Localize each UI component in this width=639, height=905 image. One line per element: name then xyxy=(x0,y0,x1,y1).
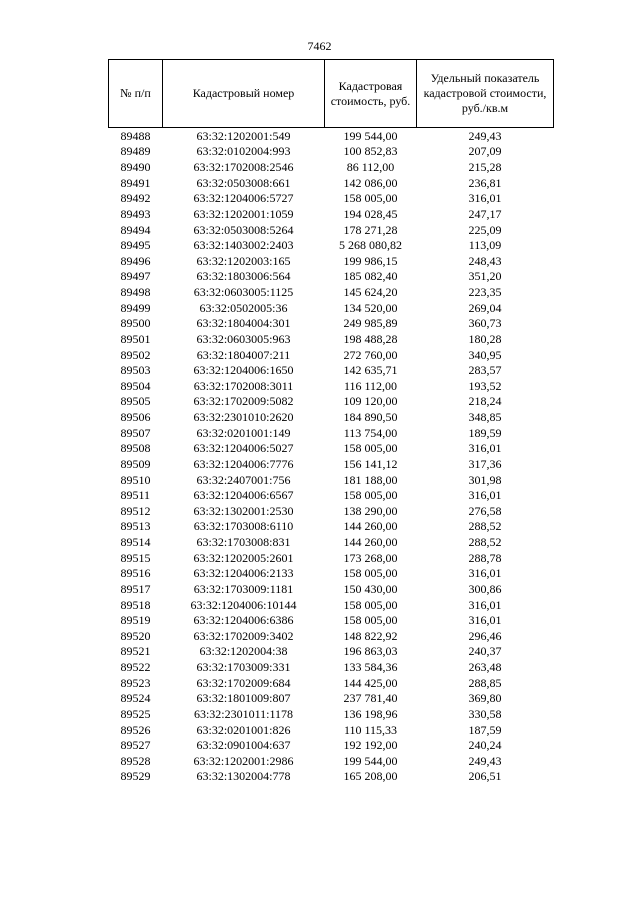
row-number: 89509 xyxy=(120,456,151,471)
row-number: 89515 xyxy=(120,550,151,565)
specific-indicator: 288,52 xyxy=(468,535,502,550)
specific-indicator: 348,85 xyxy=(468,410,502,425)
table-row xyxy=(109,175,554,191)
cadastral-value: 144 260,00 xyxy=(343,519,398,534)
row-number: 89490 xyxy=(120,160,151,175)
row-number: 89526 xyxy=(120,722,151,737)
table-row xyxy=(109,597,554,613)
row-number: 89518 xyxy=(120,597,151,612)
row-number: 89521 xyxy=(120,644,151,659)
specific-indicator: 236,81 xyxy=(468,175,502,190)
table-row xyxy=(109,347,554,363)
cadastral-number: 63:32:0603005:963 xyxy=(196,331,291,346)
cadastral-number: 63:32:0603005:1125 xyxy=(193,285,294,300)
cadastral-value: 158 005,00 xyxy=(343,566,398,581)
cadastral-number: 63:32:1703009:331 xyxy=(196,660,291,675)
cadastral-value: 184 890,50 xyxy=(343,410,398,425)
specific-indicator: 301,98 xyxy=(468,472,502,487)
specific-indicator: 189,59 xyxy=(468,425,502,440)
cadastral-value: 249 985,89 xyxy=(343,316,398,331)
cadastral-value: 173 268,00 xyxy=(343,550,398,565)
specific-indicator: 316,01 xyxy=(468,191,502,206)
table-row xyxy=(109,753,554,769)
row-number: 89510 xyxy=(120,472,151,487)
cadastral-value: 150 430,00 xyxy=(343,581,398,596)
row-number: 89497 xyxy=(120,269,151,284)
cadastral-number: 63:32:1702008:2546 xyxy=(193,160,294,175)
specific-indicator: 288,52 xyxy=(468,519,502,534)
row-number: 89504 xyxy=(120,378,151,393)
row-number: 89503 xyxy=(120,363,151,378)
specific-indicator: 369,80 xyxy=(468,691,502,706)
cadastral-value: 136 198,96 xyxy=(343,706,398,721)
row-number: 89499 xyxy=(120,300,151,315)
specific-indicator: 340,95 xyxy=(468,347,502,362)
table-row xyxy=(109,237,554,253)
row-number: 89494 xyxy=(120,222,151,237)
cadastral-value: 133 584,36 xyxy=(343,660,398,675)
cadastral-number: 63:32:1204006:1650 xyxy=(193,363,294,378)
cadastral-number: 63:32:1804004:301 xyxy=(196,316,291,331)
specific-indicator: 249,43 xyxy=(417,128,554,144)
row-number: 89508 xyxy=(120,441,151,456)
cadastral-number: 63:32:0502005:36 xyxy=(199,300,288,315)
cadastral-number: 63:32:0201001:149 xyxy=(196,425,291,440)
table-row xyxy=(109,737,554,753)
specific-indicator: 187,59 xyxy=(468,722,502,737)
table-row xyxy=(109,550,554,566)
row-number: 89489 xyxy=(120,144,151,159)
row-number: 89519 xyxy=(120,613,151,628)
cadastral-number: 63:32:2407001:756 xyxy=(196,472,291,487)
row-number: 89514 xyxy=(120,535,151,550)
table-row xyxy=(109,316,554,332)
cadastral-number: 63:32:1202003:165 xyxy=(196,253,291,268)
cadastral-number: 63:32:1703008:831 xyxy=(196,535,291,550)
row-number: 89517 xyxy=(120,581,151,596)
cadastral-value: 158 005,00 xyxy=(343,191,398,206)
row-number: 89528 xyxy=(120,753,151,768)
specific-indicator: 351,20 xyxy=(468,269,502,284)
table-row xyxy=(109,675,554,691)
cadastral-value: 138 290,00 xyxy=(343,503,398,518)
cadastral-value: 142 635,71 xyxy=(343,363,398,378)
specific-indicator: 207,09 xyxy=(468,144,502,159)
specific-indicator: 240,37 xyxy=(468,644,502,659)
table-body xyxy=(109,128,554,785)
table-row xyxy=(109,206,554,222)
cadastral-number: 63:32:1702009:684 xyxy=(196,675,291,690)
table-row xyxy=(109,566,554,582)
cadastral-value: 134 520,00 xyxy=(343,300,398,315)
cadastral-number: 63:32:1204006:6567 xyxy=(193,488,294,503)
row-number: 89506 xyxy=(120,410,151,425)
specific-indicator: 263,48 xyxy=(468,660,502,675)
specific-indicator: 316,01 xyxy=(468,488,502,503)
specific-indicator: 223,35 xyxy=(468,285,502,300)
specific-indicator: 193,52 xyxy=(468,378,502,393)
row-number: 89493 xyxy=(120,206,151,221)
cadastral-value: 109 120,00 xyxy=(343,394,398,409)
table-row xyxy=(109,472,554,488)
cadastral-value-table xyxy=(108,59,554,784)
cadastral-number: 63:32:1202004:38 xyxy=(199,644,288,659)
cadastral-value: 194 028,45 xyxy=(343,206,398,221)
cadastral-number: 63:32:0503008:661 xyxy=(196,175,291,190)
cadastral-value: 86 112,00 xyxy=(346,160,395,175)
cadastral-number: 63:32:1204006:5727 xyxy=(193,191,294,206)
table-row xyxy=(109,628,554,644)
specific-indicator: 218,24 xyxy=(468,394,502,409)
row-number: 89520 xyxy=(120,628,151,643)
specific-indicator: 247,17 xyxy=(468,206,502,221)
specific-indicator: 240,24 xyxy=(468,738,502,753)
cadastral-value: 116 112,00 xyxy=(343,378,398,393)
table-row xyxy=(109,222,554,238)
cadastral-value: 158 005,00 xyxy=(343,613,398,628)
cadastral-value: 237 781,40 xyxy=(343,691,398,706)
cadastral-number: 63:32:1204006:5027 xyxy=(193,441,294,456)
cadastral-number: 63:32:1204006:2133 xyxy=(193,566,294,581)
table-row xyxy=(109,144,554,160)
table-row xyxy=(109,159,554,175)
row-number: 89507 xyxy=(120,425,151,440)
table-row xyxy=(109,503,554,519)
table-row xyxy=(109,409,554,425)
cadastral-number: 63:32:1702009:3402 xyxy=(193,628,294,643)
header-cadastral-number: Кадастровый номер xyxy=(163,60,325,128)
cadastral-number: 63:32:1702008:3011 xyxy=(193,378,294,393)
specific-indicator: 288,85 xyxy=(468,675,502,690)
cadastral-value: 185 082,40 xyxy=(343,269,398,284)
header-cadastral-value: Кадастровая стоимость, руб. xyxy=(325,60,417,128)
table-row xyxy=(109,659,554,675)
cadastral-value: 144 425,00 xyxy=(343,675,398,690)
row-number: 89502 xyxy=(120,347,151,362)
table-row xyxy=(109,691,554,707)
cadastral-number: 63:32:1204006:6386 xyxy=(193,613,294,628)
cadastral-value: 165 208,00 xyxy=(343,769,398,784)
row-number: 89501 xyxy=(120,331,151,346)
table-row xyxy=(109,300,554,316)
specific-indicator: 283,57 xyxy=(468,363,502,378)
cadastral-number: 63:32:0102004:993 xyxy=(196,144,291,159)
specific-indicator: 316,01 xyxy=(468,613,502,628)
table-row xyxy=(109,706,554,722)
row-number: 89527 xyxy=(120,738,151,753)
header-specific-indicator: Удельный показатель кадастровой стоимости, руб./кв.м xyxy=(417,60,554,128)
specific-indicator: 215,28 xyxy=(468,160,502,175)
row-number: 89511 xyxy=(120,488,151,503)
table-header xyxy=(109,60,554,128)
cadastral-value: 199 544,00 xyxy=(343,753,398,768)
row-number: 89496 xyxy=(120,253,151,268)
cadastral-number: 63:32:1801009:807 xyxy=(196,691,291,706)
row-number: 89512 xyxy=(120,503,151,518)
table-row xyxy=(109,722,554,738)
table-row xyxy=(109,456,554,472)
cadastral-value: 192 192,00 xyxy=(343,738,398,753)
cadastral-number: 63:32:1804007:211 xyxy=(196,347,291,362)
cadastral-number: 63:32:0901004:637 xyxy=(196,738,291,753)
cadastral-number: 63:32:1204006:10144 xyxy=(190,597,297,612)
page-number: 7462 xyxy=(307,39,332,53)
table-row xyxy=(109,191,554,207)
cadastral-value: 199 544,00 xyxy=(325,128,417,144)
table-row xyxy=(109,128,554,144)
cadastral-value: 181 188,00 xyxy=(343,472,398,487)
specific-indicator: 225,09 xyxy=(468,222,502,237)
specific-indicator: 269,04 xyxy=(468,300,502,315)
cadastral-value: 110 115,33 xyxy=(343,722,398,737)
row-number: 89498 xyxy=(120,285,151,300)
cadastral-number: 63:32:1202001:2986 xyxy=(193,753,294,768)
table-row xyxy=(109,253,554,269)
table-row xyxy=(109,331,554,347)
cadastral-value: 113 754,00 xyxy=(343,425,398,440)
row-number: 89529 xyxy=(120,769,151,784)
specific-indicator: 360,73 xyxy=(468,316,502,331)
table-row xyxy=(109,644,554,660)
table-row xyxy=(109,378,554,394)
cadastral-number: 63:32:1202005:2601 xyxy=(193,550,294,565)
table-row xyxy=(109,441,554,457)
row-number: 89516 xyxy=(120,566,151,581)
cadastral-number: 63:32:1302001:2530 xyxy=(193,503,294,518)
cadastral-value: 142 086,00 xyxy=(343,175,398,190)
table-row xyxy=(109,612,554,628)
specific-indicator: 113,09 xyxy=(468,238,502,253)
cadastral-value: 148 822,92 xyxy=(343,628,398,643)
table-row xyxy=(109,581,554,597)
cadastral-value: 272 760,00 xyxy=(343,347,398,362)
row-number: 89513 xyxy=(120,519,151,534)
specific-indicator: 276,58 xyxy=(468,503,502,518)
cadastral-value: 144 260,00 xyxy=(343,535,398,550)
cadastral-value: 196 863,03 xyxy=(343,644,398,659)
specific-indicator: 316,01 xyxy=(468,566,502,581)
cadastral-number: 63:32:2301011:1178 xyxy=(193,706,294,721)
cadastral-number: 63:32:1703009:1181 xyxy=(193,581,294,596)
row-number: 89500 xyxy=(120,316,151,331)
table-row xyxy=(109,534,554,550)
cadastral-number: 63:32:1202001:1059 xyxy=(193,206,294,221)
table-row xyxy=(109,487,554,503)
cadastral-value: 5 268 080,82 xyxy=(339,238,402,253)
row-number: 89488 xyxy=(109,128,163,144)
cadastral-number: 63:32:0503008:5264 xyxy=(193,222,294,237)
cadastral-value: 158 005,00 xyxy=(343,597,398,612)
cadastral-number: 63:32:1803006:564 xyxy=(196,269,291,284)
row-number: 89495 xyxy=(120,238,151,253)
cadastral-value: 178 271,28 xyxy=(343,222,398,237)
cadastral-number: 63:32:1703008:6110 xyxy=(193,519,294,534)
table-row xyxy=(109,284,554,300)
cadastral-number: 63:32:1202001:549 xyxy=(163,128,325,144)
specific-indicator: 316,01 xyxy=(468,441,502,456)
specific-indicator: 206,51 xyxy=(468,769,502,784)
cadastral-value: 156 141,12 xyxy=(343,456,398,471)
specific-indicator: 317,36 xyxy=(468,456,502,471)
specific-indicator: 288,78 xyxy=(468,550,502,565)
row-number: 89491 xyxy=(120,175,151,190)
table-row xyxy=(109,394,554,410)
cadastral-value: 145 624,20 xyxy=(343,285,398,300)
table-row xyxy=(109,362,554,378)
row-number: 89523 xyxy=(120,675,151,690)
cadastral-number: 63:32:1302004:778 xyxy=(196,769,291,784)
cadastral-number: 63:32:1403002:2403 xyxy=(193,238,294,253)
specific-indicator: 316,01 xyxy=(468,597,502,612)
row-number: 89505 xyxy=(120,394,151,409)
cadastral-number: 63:32:0201001:826 xyxy=(196,722,291,737)
header-num: № п/п xyxy=(109,60,163,128)
cadastral-value: 198 488,28 xyxy=(343,331,398,346)
cadastral-value: 158 005,00 xyxy=(343,488,398,503)
specific-indicator: 248,43 xyxy=(468,253,502,268)
specific-indicator: 300,86 xyxy=(468,581,502,596)
row-number: 89522 xyxy=(120,660,151,675)
table-row xyxy=(109,269,554,285)
cadastral-number: 63:32:1204006:7776 xyxy=(193,456,294,471)
row-number: 89524 xyxy=(120,691,151,706)
cadastral-number: 63:32:1702009:5082 xyxy=(193,394,294,409)
table-row xyxy=(109,769,554,785)
specific-indicator: 180,28 xyxy=(468,331,502,346)
cadastral-value: 158 005,00 xyxy=(343,441,398,456)
cadastral-number: 63:32:2301010:2620 xyxy=(193,410,294,425)
table-row xyxy=(109,519,554,535)
specific-indicator: 249,43 xyxy=(468,753,502,768)
cadastral-value: 100 852,83 xyxy=(343,144,398,159)
row-number: 89525 xyxy=(120,706,151,721)
specific-indicator: 330,58 xyxy=(468,706,502,721)
specific-indicator: 296,46 xyxy=(468,628,502,643)
row-number: 89492 xyxy=(120,191,151,206)
cadastral-value: 199 986,15 xyxy=(343,253,398,268)
table-row xyxy=(109,425,554,441)
